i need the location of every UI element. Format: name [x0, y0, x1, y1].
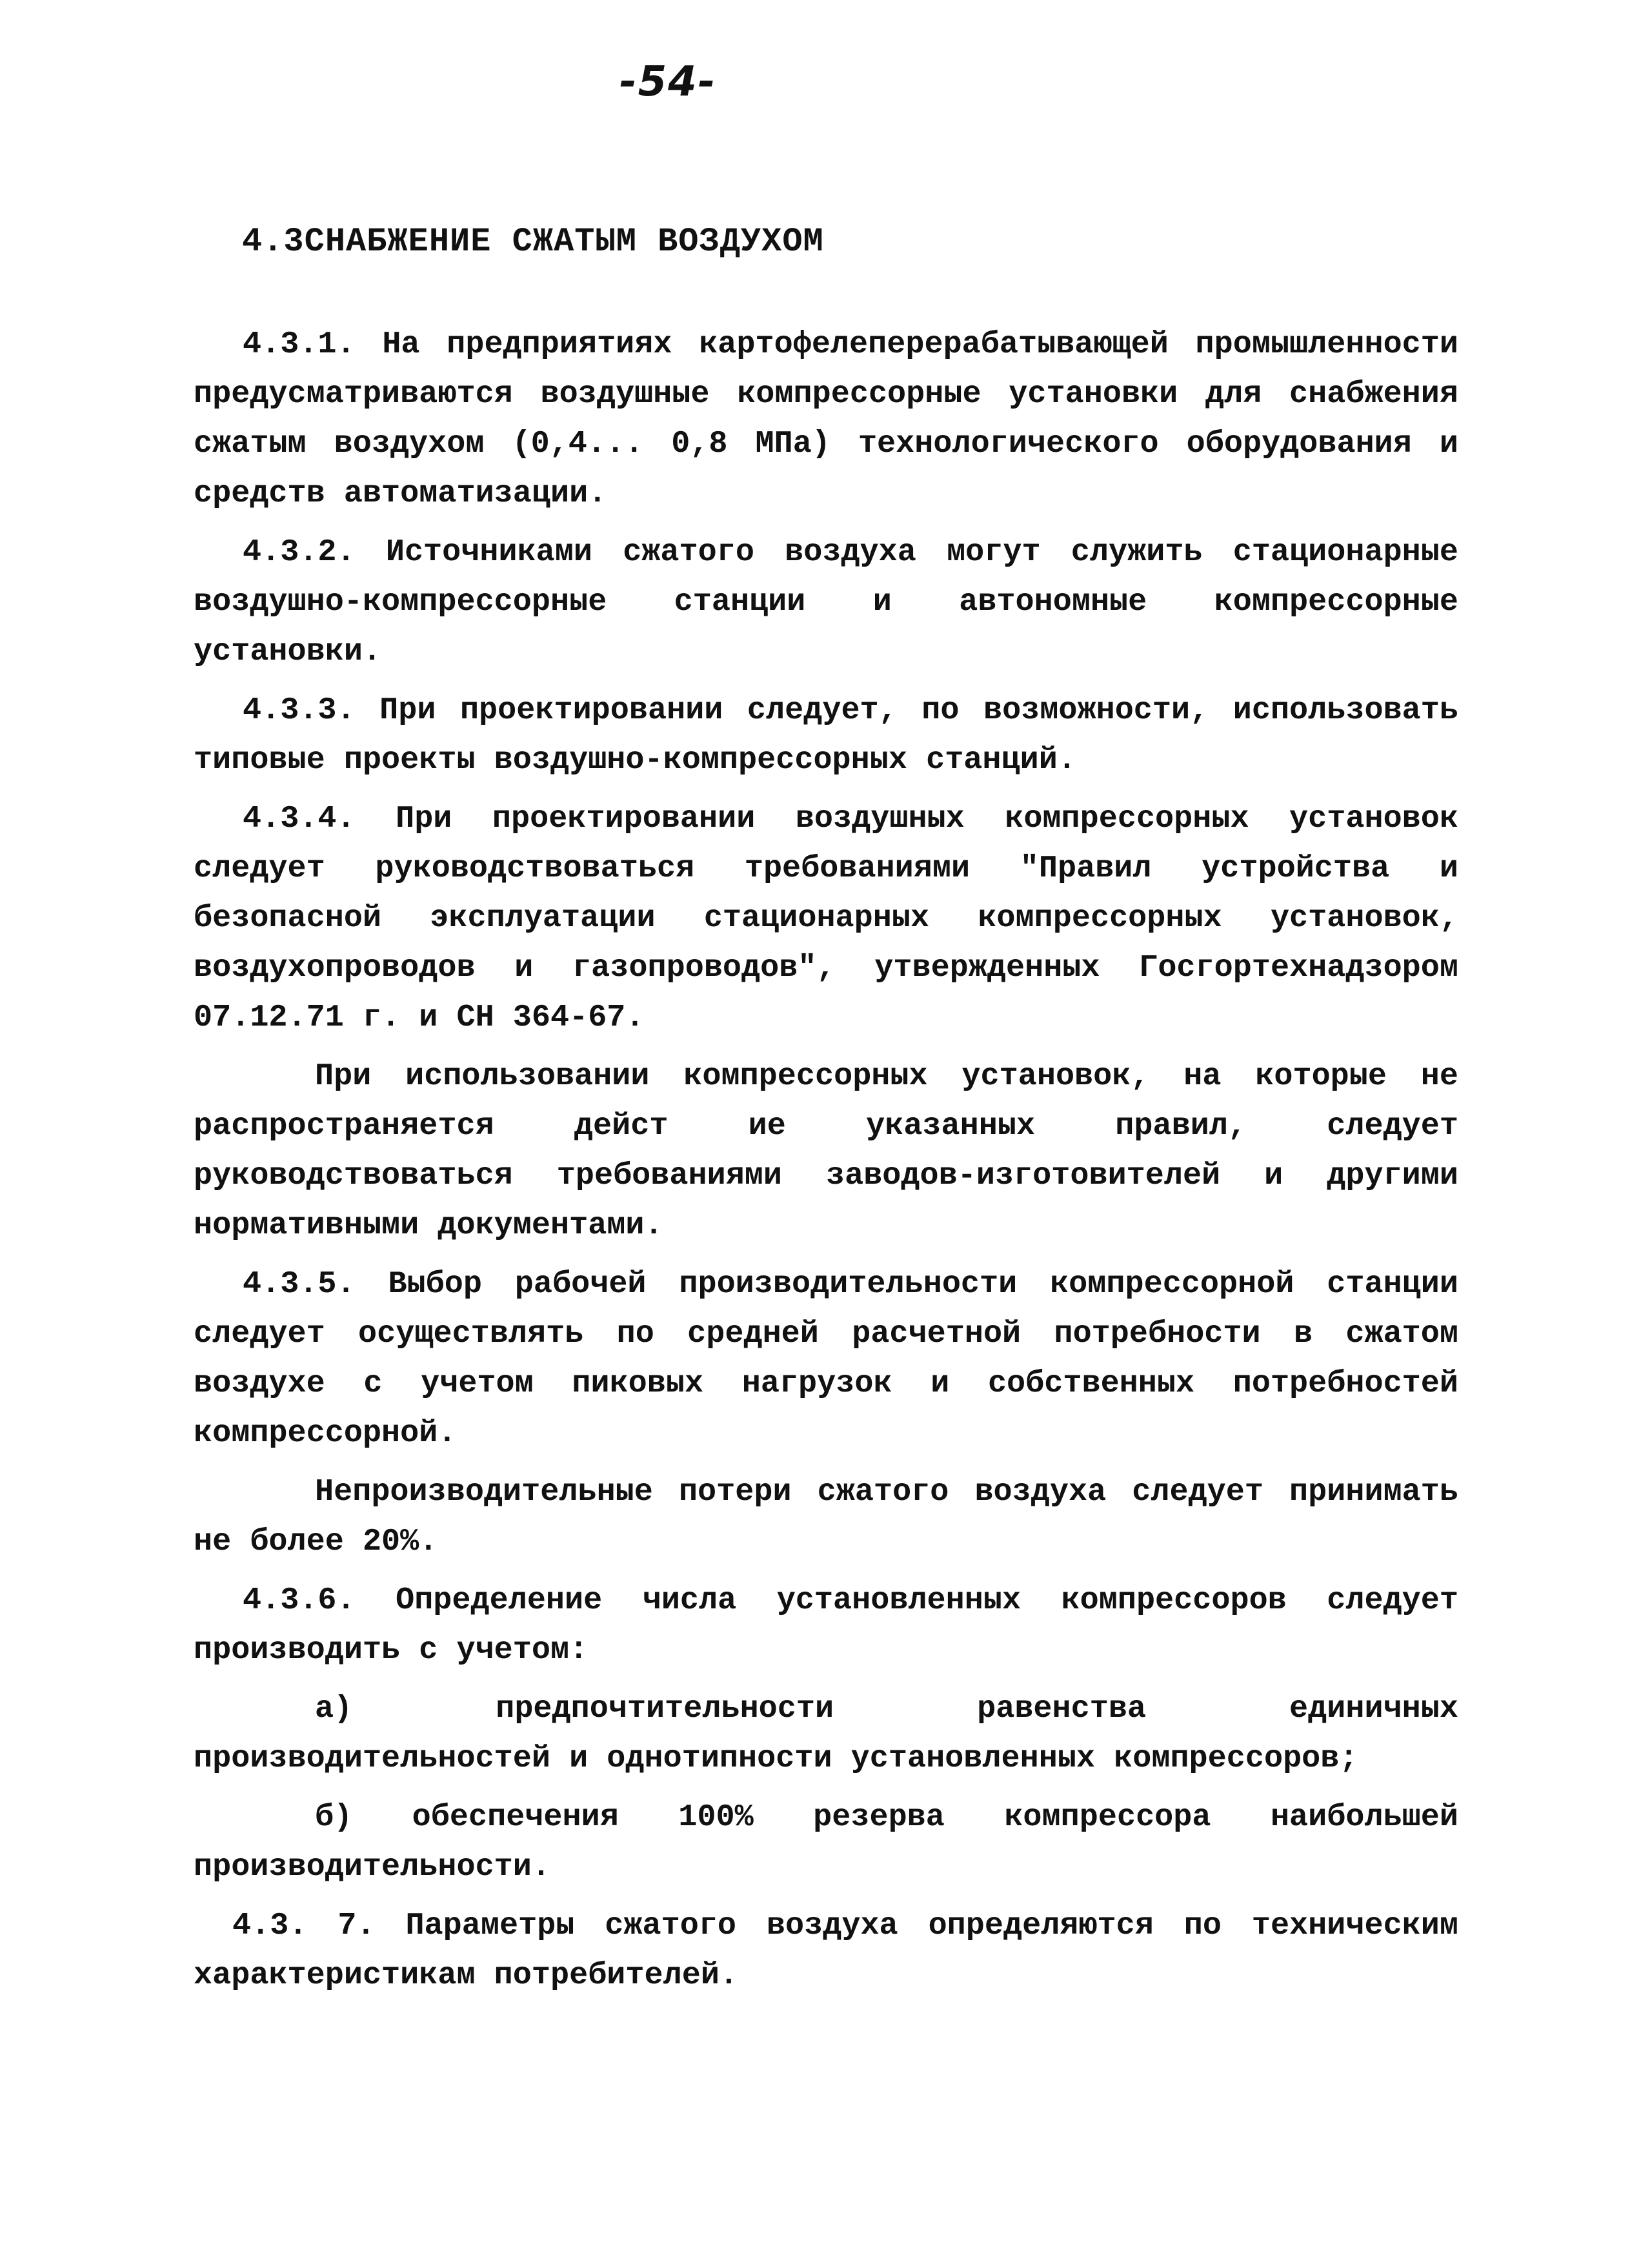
page-number: -54- — [619, 58, 717, 106]
section-body — [194, 319, 1458, 2009]
section-heading: 4.3СНАБЖЕНИЕ СЖАТЫМ ВОЗДУХОМ — [242, 223, 824, 261]
paragraph-4-3-1: 4.3.1. На предприятиях картофелеперерабатывающей промышленности предусматриваются воздушные компрессорные установки для снабжения сжатым воздухом (0,4... 0,8 МПа) технологического оборудования и средств автоматизации. — [194, 327, 1458, 511]
list-item-a: а) предпочтительности равенства единичных производительностей и однотипности установленных компрессоров; — [194, 1691, 1458, 1776]
paragraph-4-3-5: 4.3.5. Выбор рабочей производительности компрессорной станции следует осуществлять по средней расчетной потребности в сжатом воздухе с учетом пиковых нагрузок и собственных потребностей компрессорной. — [194, 1266, 1458, 1451]
paragraph-4-3-4: 4.3.4. При проектировании воздушных компрессорных установок следует руководствоваться требованиями "Правил устройства и безопасной эксплуатации стационарных компрессорных установок, воздухопроводов и газопроводов", утвержденных Госгортехнадзором 07.12.71 г. и СН 364-67. — [194, 801, 1458, 1035]
paragraph-4-3-7: 4.3. 7. Параметры сжатого воздуха определяются по техническим характеристикам потребителей. — [194, 1908, 1458, 1993]
paragraph-4-3-3: 4.3.3. При проектировании следует, по возможности, использовать типовые проекты воздушно-компрессорных станций. — [194, 693, 1458, 778]
paragraph-4-3-6: 4.3.6. Определение числа установленных компрессоров следует производить с учетом: — [194, 1583, 1458, 1668]
list-item-b: б) обеспечения 100% резерва компрессора наибольшей производительности. — [194, 1799, 1458, 1885]
paragraph-4-3-5-losses: Непроизводительные потери сжатого воздуха следует принимать не более 20%. — [194, 1474, 1458, 1559]
paragraph-4-3-2: 4.3.2. Источниками сжатого воздуха могут служить стационарные воздушно-компрессорные станции и автономные компрессорные установки. — [194, 534, 1458, 669]
paragraph-4-3-4-note: При использовании компрессорных установок, на которые не распространяется дейст ие указанных правил, следует руководствоваться требованиями заводов-изготовителей и другими нормативными документами. — [194, 1058, 1458, 1243]
